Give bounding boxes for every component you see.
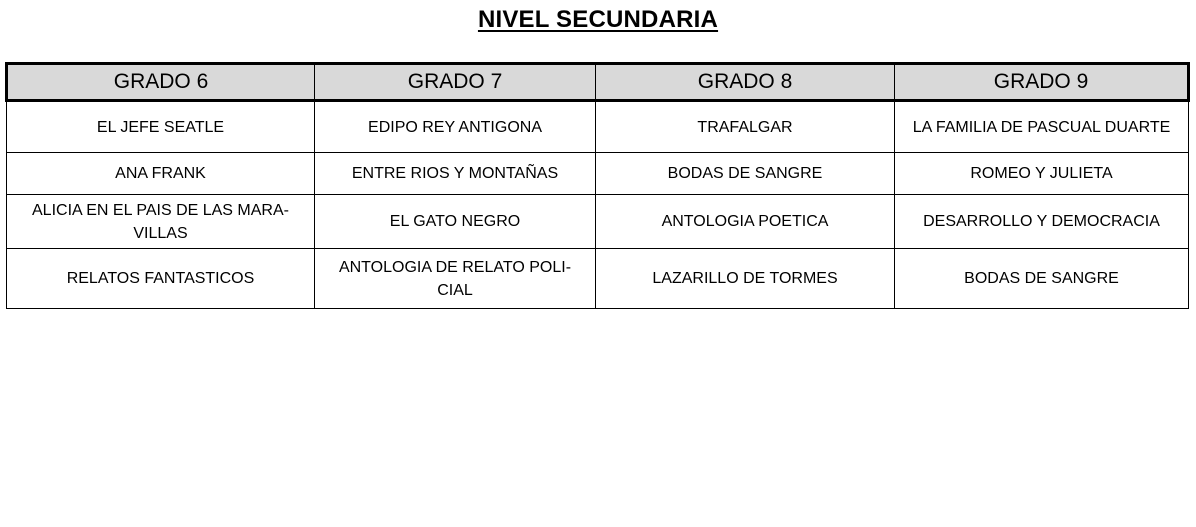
header-row [7,64,1189,101]
table-row [7,153,1189,195]
column-header-grado-6: GRADO 6 [7,64,315,101]
table-cell: ENTRE RIOS Y MONTAÑAS [315,153,596,195]
table-cell: ANTOLOGIA DE RELATO POLI- CIAL [315,249,596,309]
column-header-grado-9: GRADO 9 [895,64,1189,101]
page-title: NIVEL SECUNDARIA [477,6,719,33]
table-cell: ROMEO Y JULIETA [895,153,1189,195]
table-cell: BODAS DE SANGRE [895,249,1189,309]
column-header-grado-8: GRADO 8 [596,64,895,101]
table-cell: LA FAMILIA DE PASCUAL DUARTE [895,101,1189,153]
table-cell: BODAS DE SANGRE [596,153,895,195]
table-row [7,195,1189,249]
table-cell: ANA FRANK [7,153,315,195]
table-cell: RELATOS FANTASTICOS [7,249,315,309]
table-row [7,249,1189,309]
table-cell: EDIPO REY ANTIGONA [315,101,596,153]
table-cell: ALICIA EN EL PAIS DE LAS MARA- VILLAS [7,195,315,249]
reading-list-table [5,62,1190,309]
table-cell: ANTOLOGIA POETICA [596,195,895,249]
table-cell: DESARROLLO Y DEMOCRACIA [895,195,1189,249]
column-header-grado-7: GRADO 7 [315,64,596,101]
table-cell: EL GATO NEGRO [315,195,596,249]
table-cell: LAZARILLO DE TORMES [596,249,895,309]
table-row [7,101,1189,153]
table-cell: EL JEFE SEATLE [7,101,315,153]
table-cell: TRAFALGAR [596,101,895,153]
